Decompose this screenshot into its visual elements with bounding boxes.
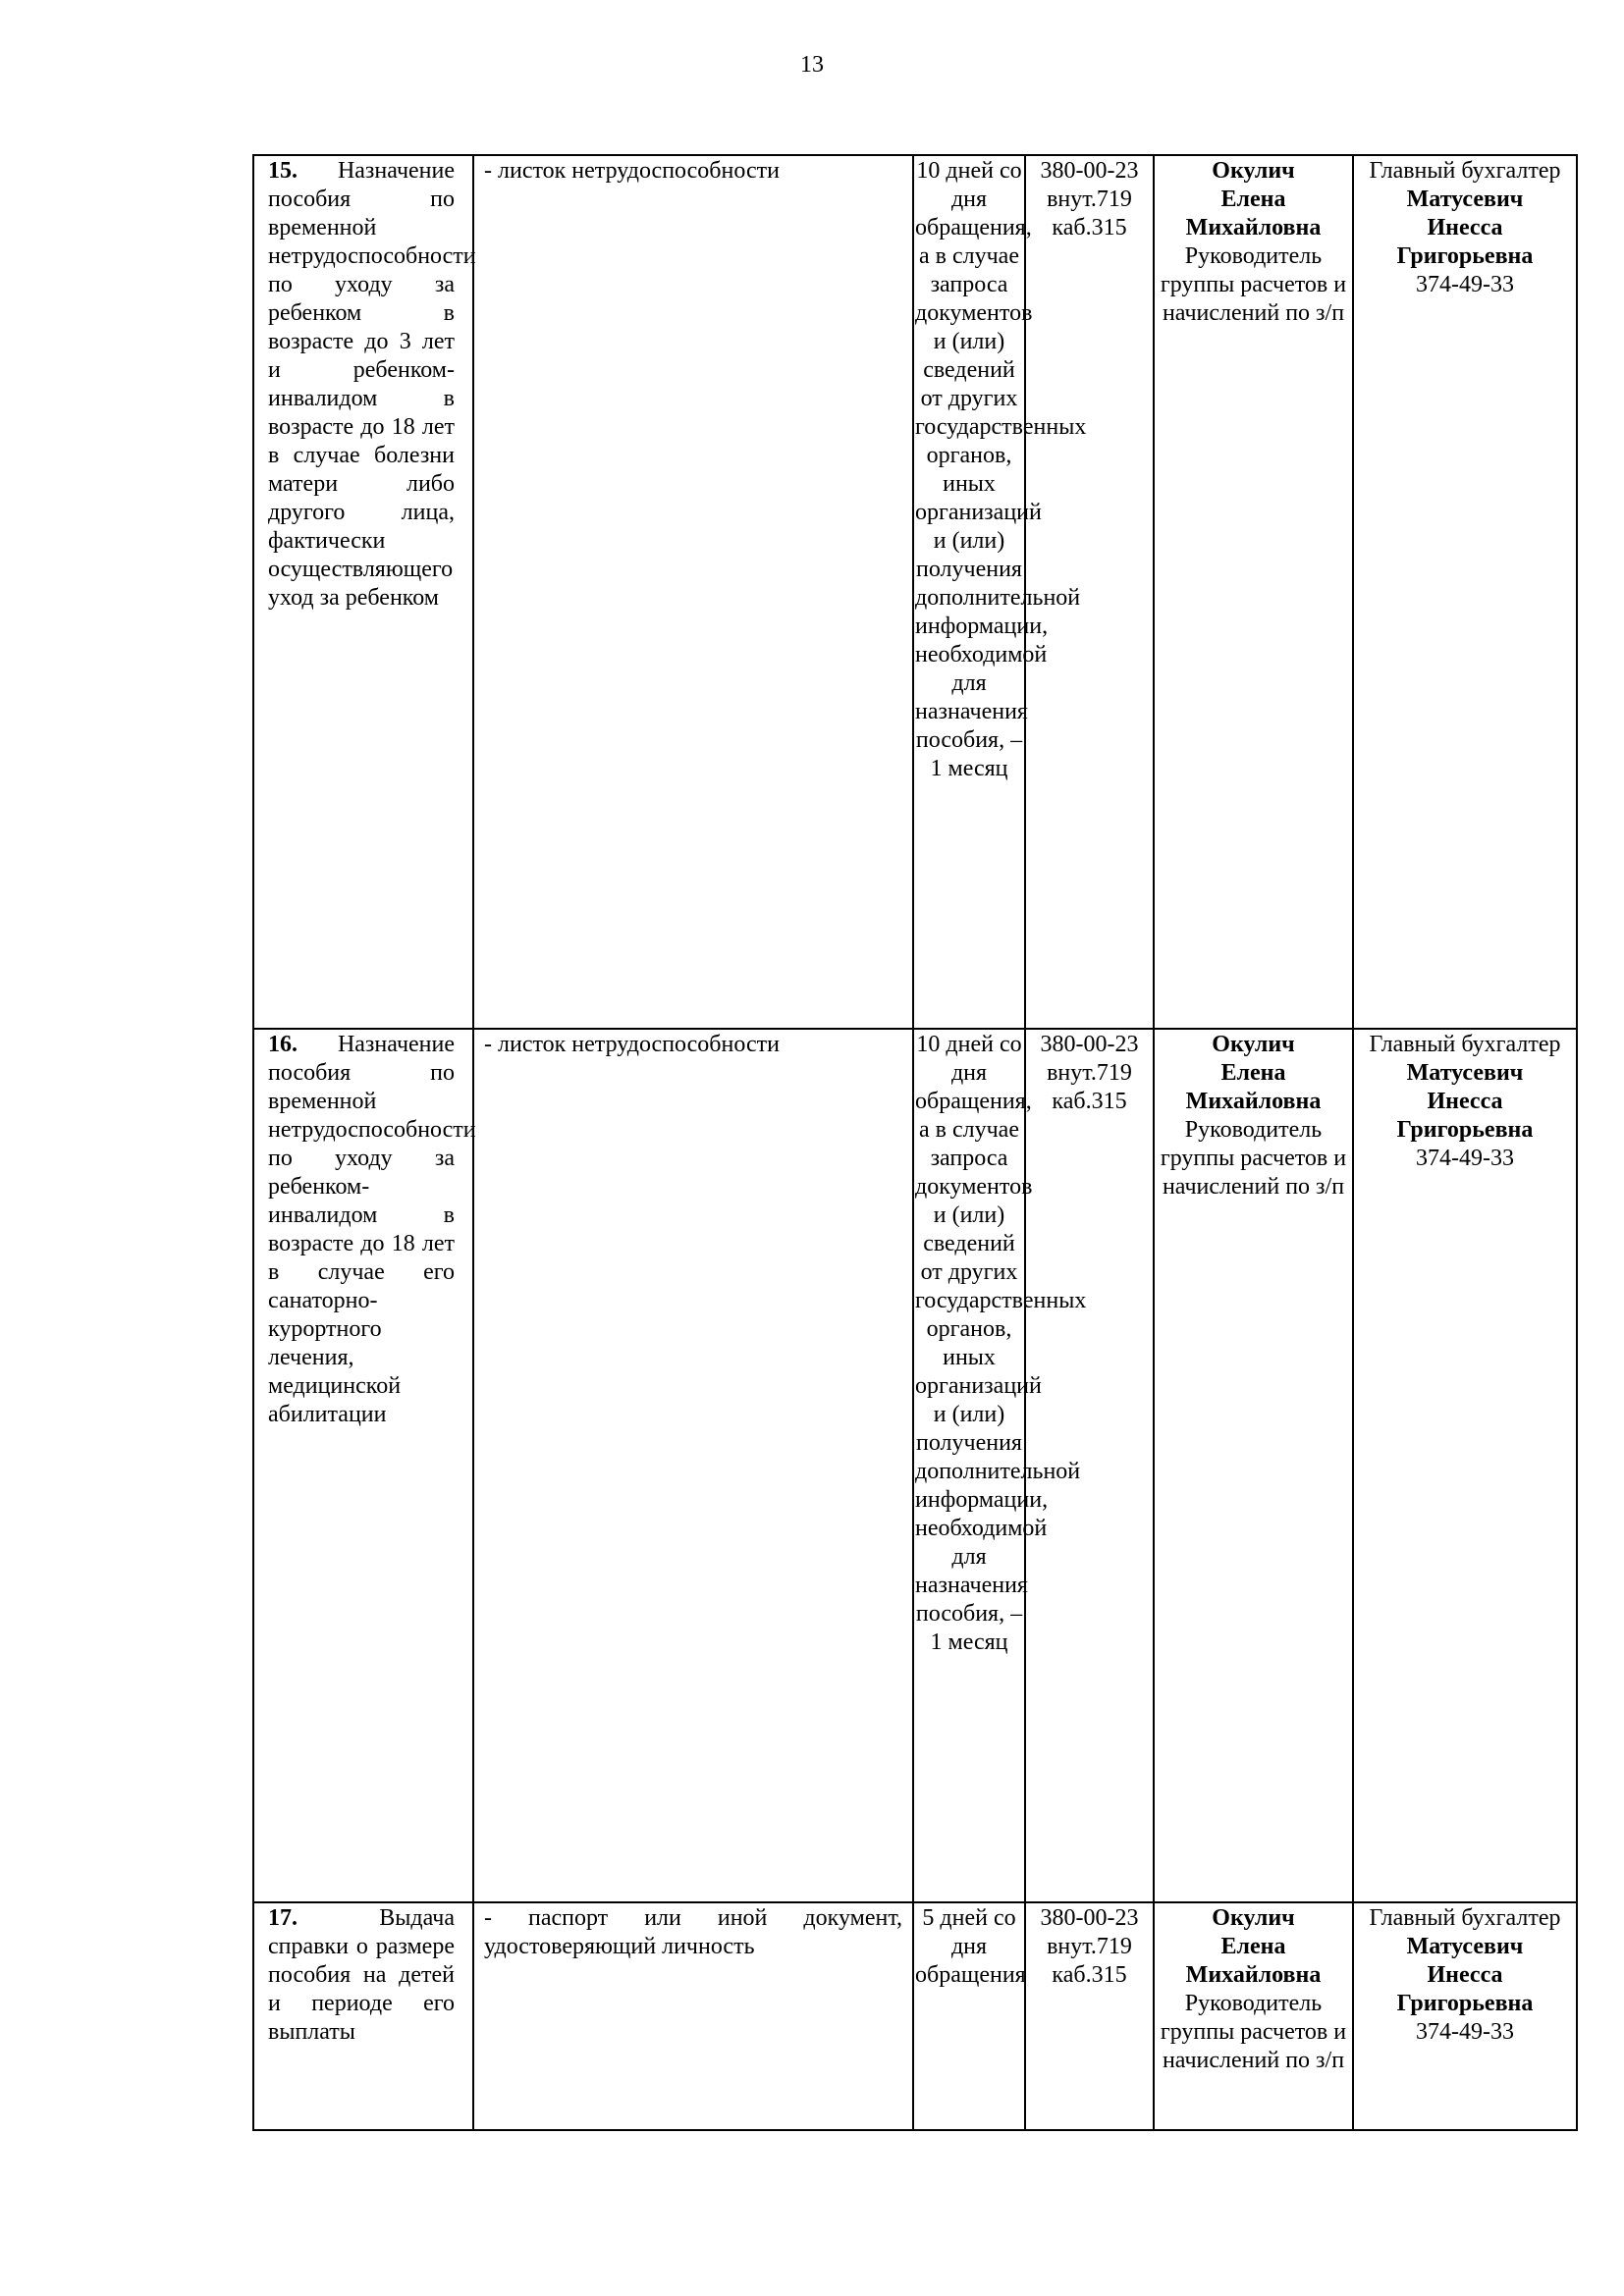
table-row [253,1902,1577,2130]
chief-cell [1353,1029,1577,1902]
processing-term: 10 дней со дня обращения, а в случае запроса документов и (или) сведений от других государственных органов, иных организаций и (или) получения дополнительной информации, необходимой для назначения пособия, – 1 месяц [915,158,1087,781]
responsible-cell [1154,1029,1353,1902]
term-cell [913,1029,1087,1902]
phone-number: 380-00-23 [1040,1905,1139,1931]
procedure-name-cell [253,155,476,1029]
responsible-position: Руководитель группы расчетов и начислений по з/п [1160,1117,1347,1200]
room-number: каб.315 [1052,1962,1127,1988]
chief-first-name: Инесса [1427,1962,1503,1988]
table-row [253,155,1577,1029]
chief-phone: 374-49-33 [1416,272,1514,297]
phone-extension: внут.719 [1047,187,1132,212]
procedure-name: Выдача справки о размере пособия на детей и периоде его выплаты [268,1905,455,2045]
procedure-name: Назначение пособия по временной нетрудоспособности по уходу за ребенком в возрасте до 3 лет и ребенком-инвалидом в возрасте до 18 лет в случае болезни матери либо другого лица, фактически осуществляющего уход за ребенком [268,158,476,611]
page-number: 13 [800,52,824,78]
responsible-surname: Окулич [1212,1032,1295,1057]
phone-extension: внут.719 [1047,1060,1132,1086]
procedure-name-cell [253,1029,476,1902]
responsible-position: Руководитель группы расчетов и начислений по з/п [1160,1991,1347,2073]
procedure-number: 16. [268,1032,298,1057]
phone-number: 380-00-23 [1040,158,1139,184]
room-number: каб.315 [1052,1089,1127,1114]
responsible-surname: Окулич [1212,1905,1295,1931]
processing-term: 5 дней со дня обращения [915,1905,1026,1988]
responsible-first-name: Елена [1220,1934,1286,1959]
chief-surname: Матусевич [1406,187,1524,212]
procedures-table [252,154,1578,2131]
documents-cell [473,1029,913,1902]
phone-cell [1025,1902,1154,2130]
chief-patronymic: Григорьевна [1396,243,1534,269]
chief-position: Главный бухгалтер [1369,1905,1561,1931]
responsible-first-name: Елена [1220,187,1286,212]
chief-surname: Матусевич [1406,1060,1524,1086]
responsible-position: Руководитель группы расчетов и начислений по з/п [1160,243,1347,326]
processing-term: 10 дней со дня обращения, а в случае запроса документов и (или) сведений от других государственных органов, иных организаций и (или) получения дополнительной информации, необходимой для назначения пособия, – 1 месяц [915,1032,1087,1655]
procedure-name-cell [253,1902,473,2130]
responsible-patronymic: Михайловна [1185,1962,1322,1988]
responsible-patronymic: Михайловна [1185,215,1322,240]
procedure-name: Назначение пособия по временной нетрудоспособности по уходу за ребенком-инвалидом в возрасте до 18 лет в случае его санаторно-курортного лечения, медицинской абилитации [268,1032,476,1427]
procedure-number: 15. [268,158,298,184]
chief-cell [1353,1902,1577,2130]
room-number: каб.315 [1052,215,1127,240]
procedure-number: 17. [268,1905,298,1931]
responsible-cell [1154,155,1353,1029]
term-cell [913,1902,1025,2130]
chief-position: Главный бухгалтер [1369,158,1561,184]
chief-position: Главный бухгалтер [1369,1032,1561,1057]
chief-phone: 374-49-33 [1416,1146,1514,1171]
responsible-cell [1154,1902,1353,2130]
required-documents: - листок нетрудоспособности [484,1032,780,1057]
chief-surname: Матусевич [1406,1934,1524,1959]
table-row [253,1029,1577,1902]
documents-cell [473,1902,913,2130]
responsible-patronymic: Михайловна [1185,1089,1322,1114]
chief-cell [1353,155,1577,1029]
chief-patronymic: Григорьевна [1396,1117,1534,1143]
chief-phone: 374-49-33 [1416,2019,1514,2045]
responsible-surname: Окулич [1212,158,1295,184]
chief-first-name: Инесса [1427,1089,1503,1114]
chief-patronymic: Григорьевна [1396,1991,1534,2016]
phone-extension: внут.719 [1047,1934,1132,1959]
responsible-first-name: Елена [1220,1060,1286,1086]
required-documents: - листок нетрудоспособности [484,158,780,184]
chief-first-name: Инесса [1427,215,1503,240]
documents-cell [473,155,913,1029]
required-documents: - паспорт или иной документ, удостоверяющий личность [484,1905,902,1959]
phone-number: 380-00-23 [1040,1032,1139,1057]
term-cell [913,155,1087,1029]
